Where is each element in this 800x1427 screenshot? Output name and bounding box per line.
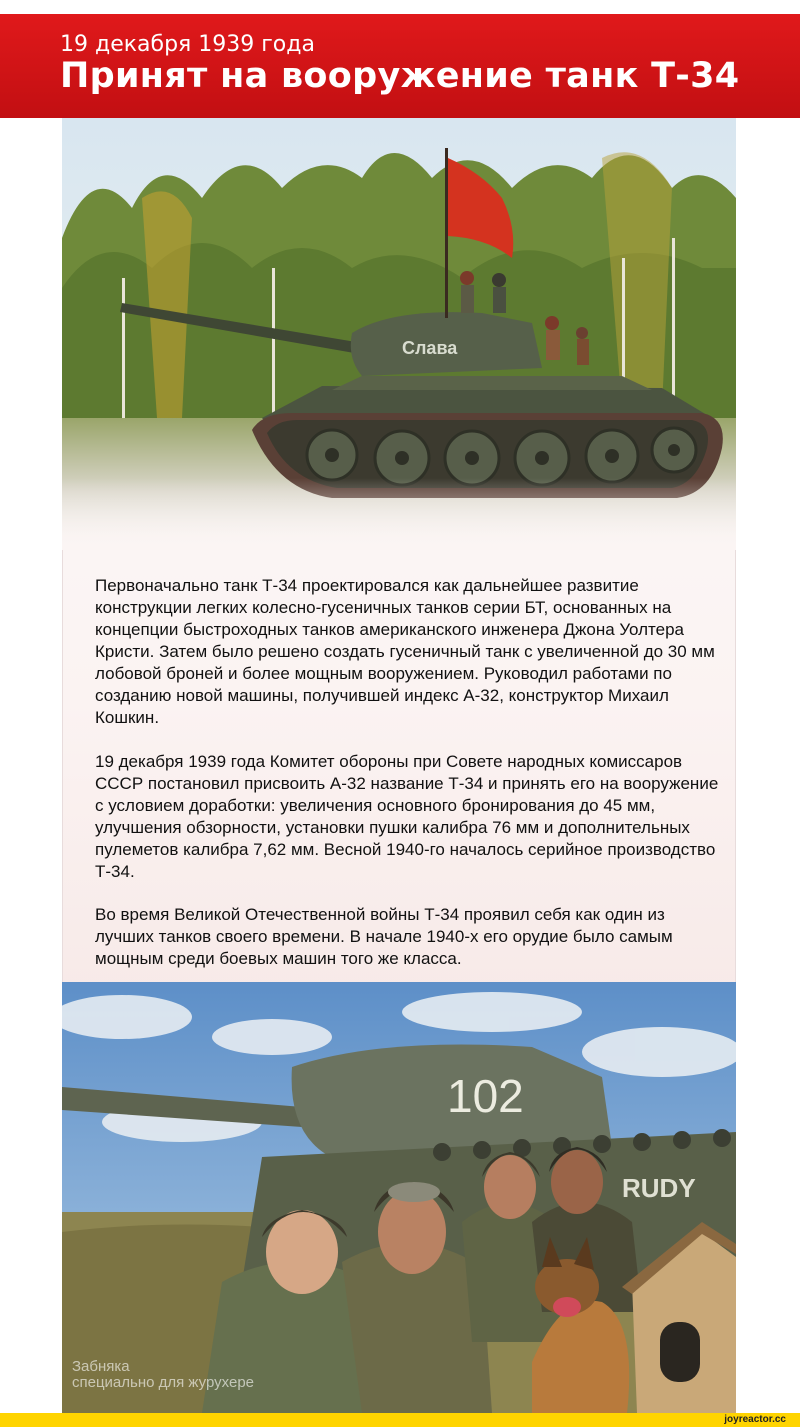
tank-crew-illustration xyxy=(62,982,736,1413)
tank-photo-top xyxy=(62,118,736,550)
watermark-line-2: специально для журухере xyxy=(72,1374,254,1391)
tank-number: 102 xyxy=(447,1070,524,1122)
tank-side-marking: RUDY xyxy=(622,1173,696,1203)
article-paragraph-3: Во время Великой Отечественной войны Т-34 проявил себя как один из лучших танков своего времени. В начале 1940-х его орудие было самым мощным среди боевых машин того же класса. xyxy=(95,905,673,968)
article-paragraph-1: Первоначально танк Т-34 проектировался как дальнейшее развитие конструкции легких колесно-гусеничных танков серии БТ, основанных на концепции быстроходных танков американского инженера Джона Уолтера Кристи. Затем было решено создать гусеничный танк с увеличенной до 30 мм лобовой броней и более мощным вооружением. Руководил работами по созданию новой машины, получившей индекс А-32, конструктор Михаил Кошкин. xyxy=(95,576,715,727)
title-banner xyxy=(0,14,800,118)
tank-marking: Слава xyxy=(402,338,458,358)
banner-date: 19 декабря 1939 года xyxy=(60,32,315,57)
watermark-line-1: Забняка xyxy=(72,1358,130,1375)
footer-bar xyxy=(0,1413,800,1427)
banner-title: Принят на вооружение танк Т-34 xyxy=(60,56,740,96)
article-paragraph-2: 19 декабря 1939 года Комитет обороны при Совете народных комиссаров СССР постановил присвоить А-32 название Т-34 и принять его на вооружение с условием доработки: увеличения основного бронирования до 45 мм, улучшения обзорности, установки пушки калибра 76 мм и дополнительных пулеметов калибра 7,62 мм. Весной 1940-го началось серийное производство Т-34. xyxy=(95,752,719,881)
footer-site-link[interactable]: joyreactor.cc xyxy=(724,1414,786,1425)
